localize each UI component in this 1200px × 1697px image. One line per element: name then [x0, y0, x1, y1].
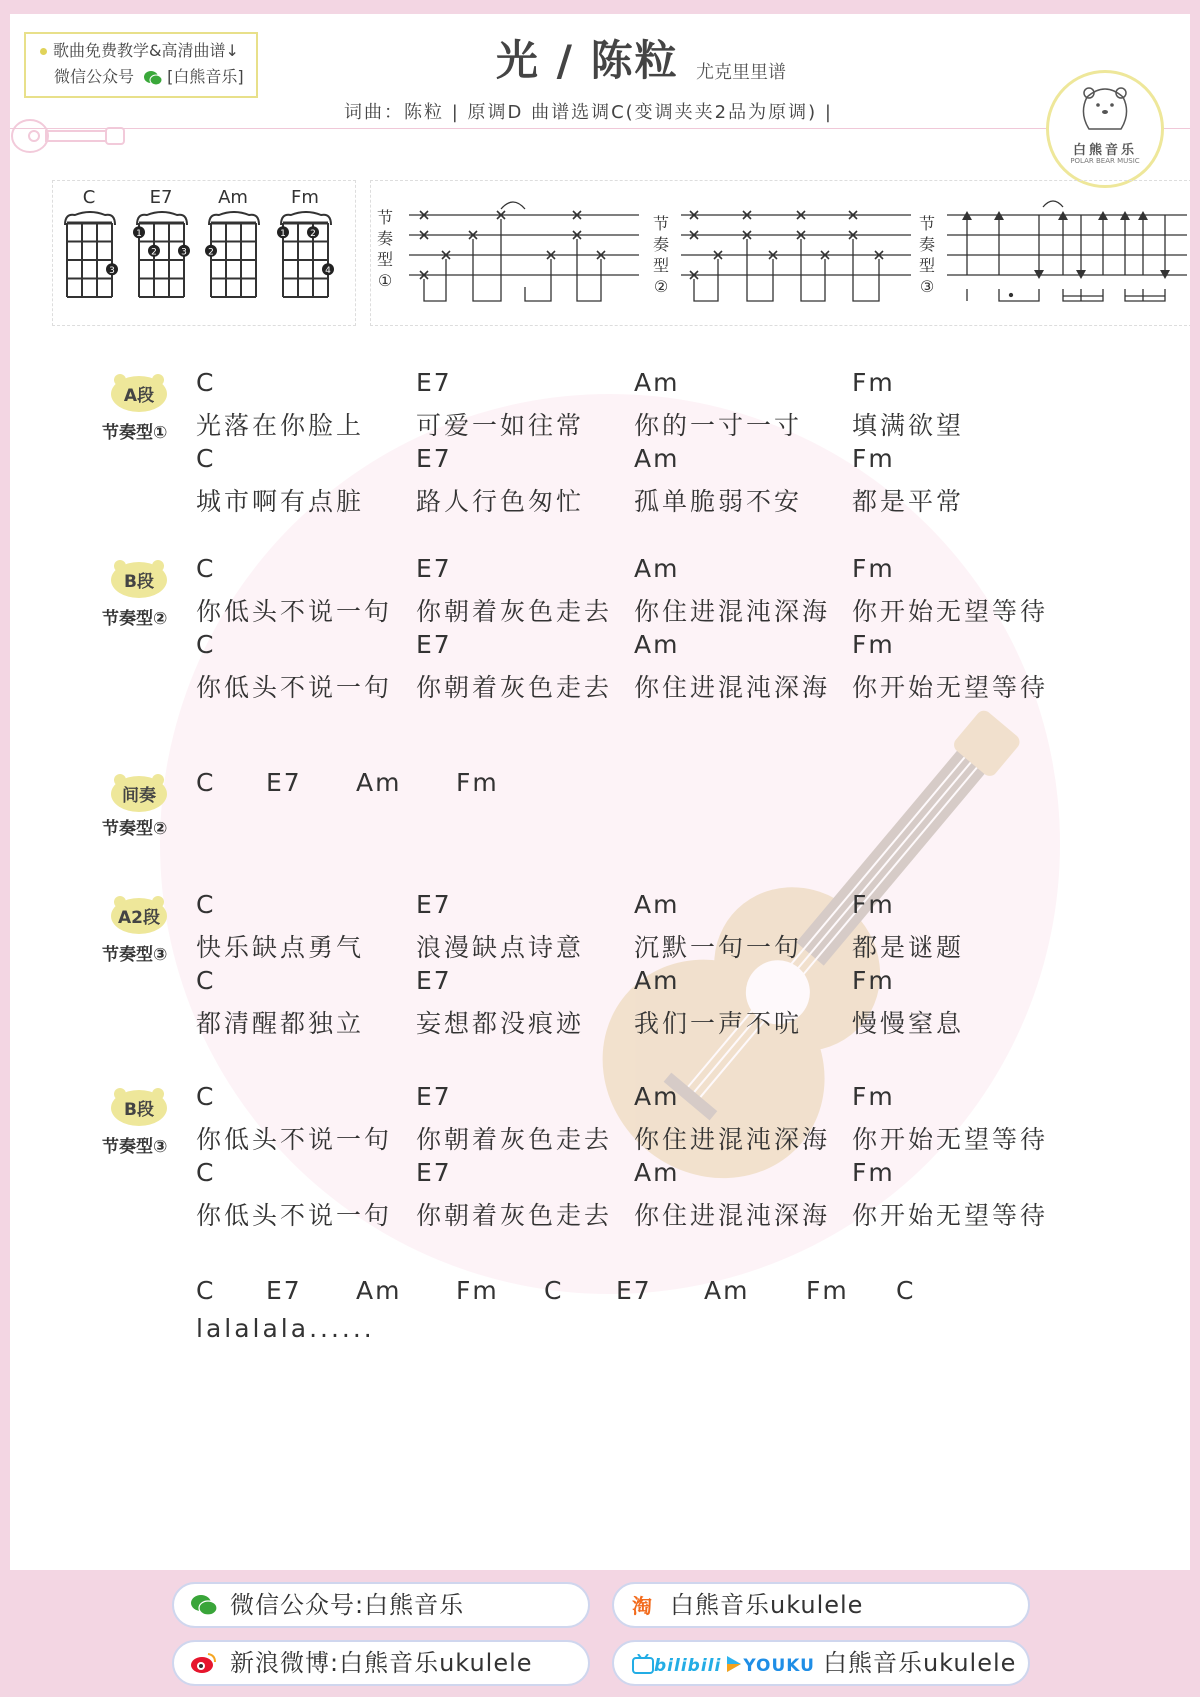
chord-symbol: Fm [852, 554, 895, 583]
divider [10, 128, 1190, 129]
lyric-phrase: 你开始无望等待 [852, 1201, 1049, 1230]
lyric-phrase: 你朝着灰色走去 [416, 597, 613, 626]
chord-name: Am [218, 187, 248, 208]
chord-name: C [82, 187, 96, 208]
chord-symbol: Fm [852, 1082, 895, 1111]
lyric-phrase: 慢慢窒息 [852, 1009, 965, 1038]
lyric-phrase: 你开始无望等待 [852, 597, 1049, 626]
weibo-text: 新浪微博:白熊音乐ukulele [230, 1649, 533, 1677]
chord-diagram-c [59, 187, 119, 307]
chord-symbol: E7 [416, 554, 452, 583]
chord-symbol: E7 [416, 1158, 452, 1187]
chord-diagram-panel [52, 180, 356, 326]
weibo-icon [190, 1651, 218, 1675]
chord-symbol: C [196, 966, 216, 995]
chord-symbol: Fm [852, 444, 895, 473]
lyric-phrase: 你开始无望等待 [852, 673, 1049, 702]
chord-symbol: C [196, 768, 216, 797]
lyric-phrase: 你住进混沌深海 [634, 597, 831, 626]
wechat-link[interactable] [172, 1582, 590, 1628]
chord-diagram-fm [275, 187, 335, 307]
chord-symbol: C [196, 630, 216, 659]
lyric-phrase: 都是平常 [852, 487, 965, 516]
chord-symbol: E7 [416, 890, 452, 919]
promo-line2-prefix: 微信公众号 [54, 67, 135, 86]
fretboard-grid [275, 211, 337, 303]
taobao-text: 白熊音乐ukulele [670, 1591, 864, 1619]
bilibili-icon [632, 1654, 654, 1674]
fretboard-grid [131, 211, 193, 303]
bilibili-text: bilibili [654, 1656, 722, 1676]
lyric-phrase: 我们一声不吭 [634, 1009, 803, 1038]
chord-symbol: C [196, 444, 216, 473]
lyric-phrase: 填满欲望 [852, 411, 965, 440]
section-badge [106, 772, 172, 812]
fretboard-grid [59, 211, 121, 303]
chord-symbol: E7 [416, 1082, 452, 1111]
chord-symbol: Am [634, 1158, 680, 1187]
chord-symbol: Fm [852, 1158, 895, 1187]
lyric-phrase: 妄想都没痕迹 [416, 1009, 585, 1038]
lyric-phrase: 你朝着灰色走去 [416, 673, 613, 702]
chord-symbol: Am [634, 554, 680, 583]
svg-text:淘: 淘 [632, 1594, 653, 1617]
fretboard-grid [203, 211, 265, 303]
outro-chord: C [896, 1276, 916, 1305]
lyric-phrase: 你住进混沌深海 [634, 673, 831, 702]
finger-number: 4 [325, 265, 331, 276]
subtitle: 尤克里里谱 [696, 62, 786, 83]
chord-name: Fm [291, 187, 319, 208]
chord-symbol: Am [356, 768, 402, 797]
outro-chord: C [196, 1276, 216, 1305]
rhythm-pattern-2 [681, 195, 921, 305]
outro-lyric: lalalala...... [196, 1314, 375, 1343]
lyric-phrase: 都清醒都独立 [196, 1009, 365, 1038]
finger-number: 3 [181, 247, 187, 258]
section-badge-label: A2段 [118, 908, 160, 928]
chord-symbol: Fm [852, 368, 895, 397]
lyric-phrase: 孤单脆弱不安 [634, 487, 803, 516]
section-badge-label: A段 [123, 386, 155, 406]
wechat-icon [190, 1593, 218, 1617]
credits: 词曲：陈粒 | 原调D 曲谱选调C(变调夹夹2品为原调) | [344, 102, 833, 123]
chord-symbol: C [196, 554, 216, 583]
wechat-text: 微信公众号:白熊音乐 [230, 1591, 465, 1619]
lyric-phrase: 你朝着灰色走去 [416, 1201, 613, 1230]
lyric-phrase: 你低头不说一句 [196, 597, 393, 626]
chord-symbol: E7 [266, 768, 302, 797]
section-rhythm-label: 节奏型② [102, 609, 168, 629]
chord-diagram-am [203, 187, 263, 307]
youku-text: YOUKU [743, 1656, 815, 1676]
outro-chord: C [544, 1276, 564, 1305]
outro-chord: E7 [266, 1276, 302, 1305]
lyric-phrase: 城市啊有点脏 [196, 487, 365, 516]
section-rhythm-label: 节奏型① [102, 423, 168, 443]
section-badge-label: 间奏 [122, 786, 156, 806]
chord-symbol: E7 [416, 966, 452, 995]
section-rhythm-label: 节奏型③ [102, 945, 168, 965]
polar-bear-icon [1075, 83, 1135, 133]
chord-symbol: Fm [456, 768, 499, 797]
rhythm-pattern-panel [370, 180, 1190, 326]
chord-symbol: C [196, 890, 216, 919]
chord-symbol: Am [634, 966, 680, 995]
video-text: 白熊音乐ukulele [822, 1649, 1017, 1677]
lyric-phrase: 路人行色匆忙 [416, 487, 585, 516]
rhythm-pattern-1 [409, 195, 649, 305]
section-badge-label: B段 [124, 572, 154, 592]
section-rhythm-label: 节奏型③ [102, 1137, 168, 1157]
wechat-icon [143, 70, 163, 86]
finger-number: 2 [151, 247, 157, 258]
chord-symbol: E7 [416, 444, 452, 473]
promo-line2-suffix: [白熊音乐] [167, 67, 244, 86]
chord-name: E7 [149, 187, 173, 208]
chord-symbol: Fm [852, 966, 895, 995]
video-link[interactable] [612, 1640, 1030, 1686]
rhythm-label-1: 节 奏 型 ① [376, 208, 393, 290]
chord-symbol: Am [634, 368, 680, 397]
promo-box [24, 32, 258, 98]
lyric-phrase: 都是谜题 [852, 933, 965, 962]
logo-en: POLAR BEAR MUSIC [1070, 157, 1140, 165]
footer [0, 1570, 1200, 1697]
page-title: 光 / 陈粒 [496, 36, 679, 85]
lyric-phrase: 你朝着灰色走去 [416, 1125, 613, 1154]
section-badge [106, 894, 172, 934]
chord-diagram-e7 [131, 187, 191, 307]
finger-number: 1 [280, 228, 286, 239]
section-rhythm-label: 节奏型② [102, 819, 168, 839]
lyric-phrase: 你开始无望等待 [852, 1125, 1049, 1154]
chord-symbol: Am [634, 1082, 680, 1111]
brand-logo [1046, 70, 1164, 188]
lyric-phrase: 你住进混沌深海 [634, 1201, 831, 1230]
chord-symbol: C [196, 1082, 216, 1111]
logo-cn: 白熊音乐 [1072, 143, 1137, 158]
lyric-phrase: 沉默一句一句 [634, 933, 803, 962]
chord-symbol: C [196, 1158, 216, 1187]
lyric-phrase: 你低头不说一句 [196, 1201, 393, 1230]
section-badge [106, 372, 172, 412]
weibo-link[interactable] [172, 1640, 590, 1686]
finger-number: 3 [109, 265, 115, 276]
lyric-phrase: 你低头不说一句 [196, 1125, 393, 1154]
taobao-icon [630, 1593, 658, 1617]
finger-number: 2 [310, 228, 316, 239]
finger-number: 2 [208, 247, 214, 258]
chord-symbol: Fm [852, 890, 895, 919]
taobao-link[interactable] [612, 1582, 1030, 1628]
outro-chord: Fm [456, 1276, 499, 1305]
rhythm-pattern-3 [947, 195, 1190, 305]
lyric-phrase: 可爱一如往常 [416, 411, 585, 440]
small-ukulele-icon [10, 114, 130, 158]
lyric-phrase: 光落在你脸上 [196, 411, 365, 440]
outro-chord: E7 [616, 1276, 652, 1305]
outro-chord: Fm [806, 1276, 849, 1305]
youku-play-icon [725, 1655, 743, 1673]
outro-chord: Am [704, 1276, 750, 1305]
rhythm-label-3: 节 奏 型 ③ [918, 214, 935, 296]
chord-symbol: C [196, 368, 216, 397]
score-sheet [10, 14, 1190, 1570]
finger-number: 1 [136, 228, 142, 239]
lyric-phrase: 浪漫缺点诗意 [416, 933, 585, 962]
section-badge [106, 1086, 172, 1126]
section-badge [106, 558, 172, 598]
chord-symbol: E7 [416, 368, 452, 397]
chord-symbol: Fm [852, 630, 895, 659]
promo-dot-icon [40, 48, 47, 55]
lyric-phrase: 你住进混沌深海 [634, 1125, 831, 1154]
lyric-phrase: 快乐缺点勇气 [196, 933, 365, 962]
section-badge-label: B段 [124, 1100, 154, 1120]
outro-chord: Am [356, 1276, 402, 1305]
chord-symbol: E7 [416, 630, 452, 659]
promo-line1: 歌曲免费教学&高清曲谱↓ [53, 41, 239, 60]
rhythm-label-2: 节 奏 型 ② [652, 214, 669, 296]
lyric-phrase: 你的一寸一寸 [634, 411, 803, 440]
chord-symbol: Am [634, 630, 680, 659]
chord-symbol: Am [634, 890, 680, 919]
lyric-phrase: 你低头不说一句 [196, 673, 393, 702]
chord-symbol: Am [634, 444, 680, 473]
